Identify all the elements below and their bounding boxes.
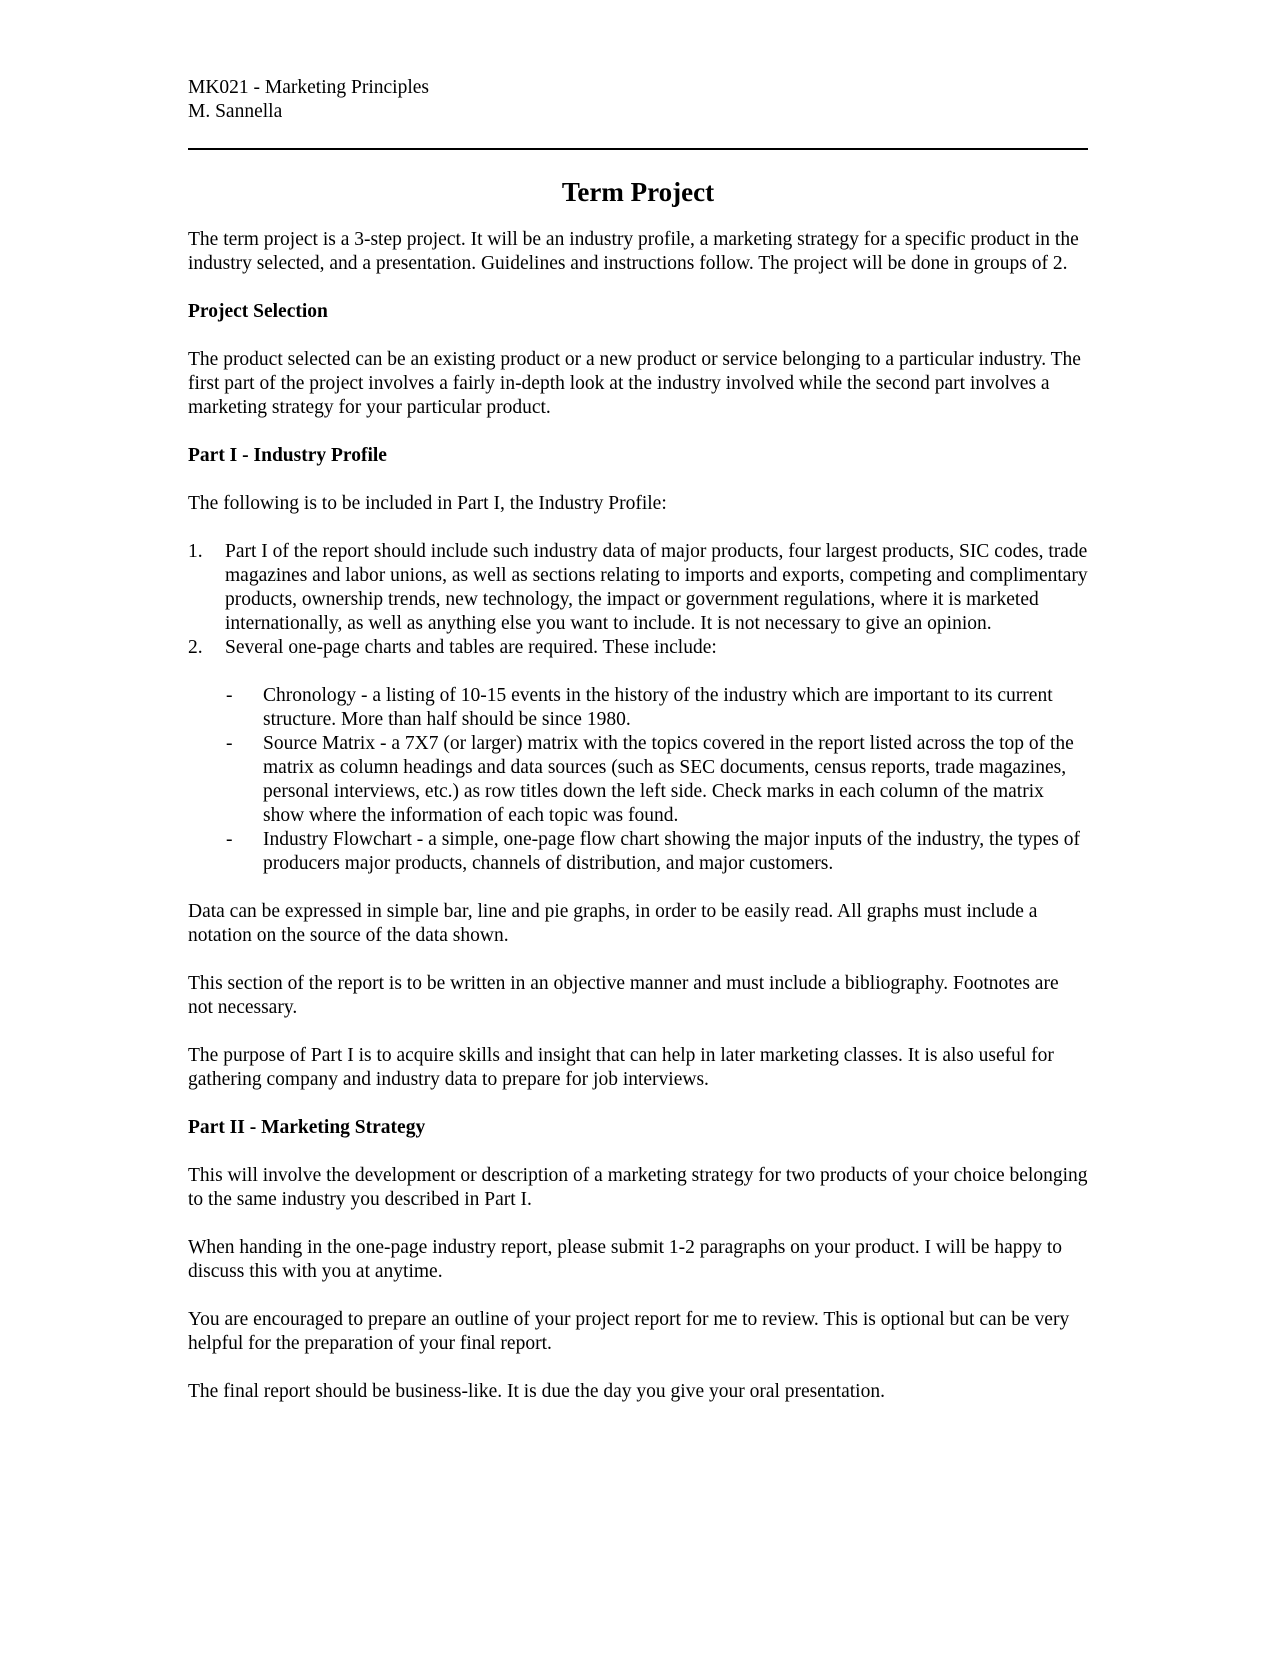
list-item — [188, 636, 1088, 660]
part2-paragraph-strategy: This will involve the development or description of a marketing strategy for two products of your choice belonging to the same industry you described in Part I. — [188, 1165, 1088, 1210]
list-item-text: Several one-page charts and tables are required. These include: — [225, 637, 717, 658]
list-number: 2. — [188, 637, 203, 658]
part2-paragraph-final-report: The final report should be business-like. It is due the day you give your oral presentation. — [188, 1381, 885, 1402]
course-name: MK021 - Marketing Principles — [188, 77, 430, 98]
sub-list-item-text: Industry Flowchart - a simple, one-page flow chart showing the major inputs of the industry, the types of producers major products, channels of distribution, and major customers. — [263, 829, 1081, 874]
list-number: 1. — [188, 541, 203, 562]
dash-bullet: - — [226, 829, 233, 850]
sub-list-item — [188, 828, 1088, 876]
part1-paragraph-purpose: The purpose of Part I is to acquire skills and insight that can help in later marketing classes. It is also useful for gathering company and industry data to prepare for job interviews. — [188, 1045, 1054, 1090]
section-heading-project-selection: Project Selection — [188, 301, 328, 322]
charts-sub-list-flat — [188, 684, 1088, 876]
sub-list-item-text: Source Matrix - a 7X7 (or larger) matrix with the topics covered in the report listed across the top of the matrix as column headings and data sources (such as SEC documents, census reports, trade magazines, personal interviews, etc.) as row titles down the left side. Check marks in each column of the matrix show where the information of each topic was found. — [263, 733, 1074, 826]
page-title: Term Project — [561, 177, 715, 207]
part1-numbered-list — [188, 540, 1088, 660]
part1-paragraph-graphs: Data can be expressed in simple bar, line and pie graphs, in order to be easily read. All graphs must include a notation on the source of the data shown. — [188, 901, 1038, 946]
header-divider — [188, 148, 1088, 150]
dash-bullet: - — [226, 733, 233, 754]
sub-list-item — [188, 684, 1088, 732]
section-heading-part1: Part I - Industry Profile — [188, 445, 387, 466]
document-content — [188, 76, 1088, 1404]
part2-paragraph-submission: When handing in the one-page industry report, please submit 1-2 paragraphs on your product. I will be happy to discuss this with you at anytime. — [188, 1237, 1063, 1282]
part1-lead-paragraph: The following is to be included in Part I, the Industry Profile: — [188, 493, 667, 514]
dash-bullet: - — [226, 685, 233, 706]
list-item — [188, 540, 1088, 636]
sub-list-item-text: Chronology - a listing of 10-15 events in the history of the industry which are important to its current structure. More than half should be since 1980. — [263, 685, 1053, 730]
part2-paragraph-outline: You are encouraged to prepare an outline of your project report for me to review. This is optional but can be very helpful for the preparation of your final report. — [188, 1309, 1070, 1354]
sub-list-item — [188, 732, 1088, 828]
intro-paragraph: The term project is a 3-step project. It will be an industry profile, a marketing strategy for a specific product in the industry selected, and a presentation. Guidelines and instructions follow. The project will be done in groups of 2. — [188, 229, 1079, 274]
instructor-name: M. Sannella — [188, 101, 283, 122]
project-selection-paragraph: The product selected can be an existing product or a new product or service belonging to a particular industry. The first part of the project involves a fairly in-depth look at the industry involved while the second part involves a marketing strategy for your particular product. — [188, 349, 1081, 418]
part1-paragraph-objective: This section of the report is to be written in an objective manner and must include a bibliography. Footnotes are not necessary. — [188, 973, 1059, 1018]
list-item-text: Part I of the report should include such industry data of major products, four largest products, SIC codes, trade magazines and labor unions, as well as sections relating to imports and exports, competing and complimentary products, ownership trends, new technology, the impact or government regulations, where it is marketed internationally, as well as anything else you want to include. It is not necessary to give an opinion. — [225, 541, 1088, 634]
section-heading-part2: Part II - Marketing Strategy — [188, 1117, 426, 1138]
